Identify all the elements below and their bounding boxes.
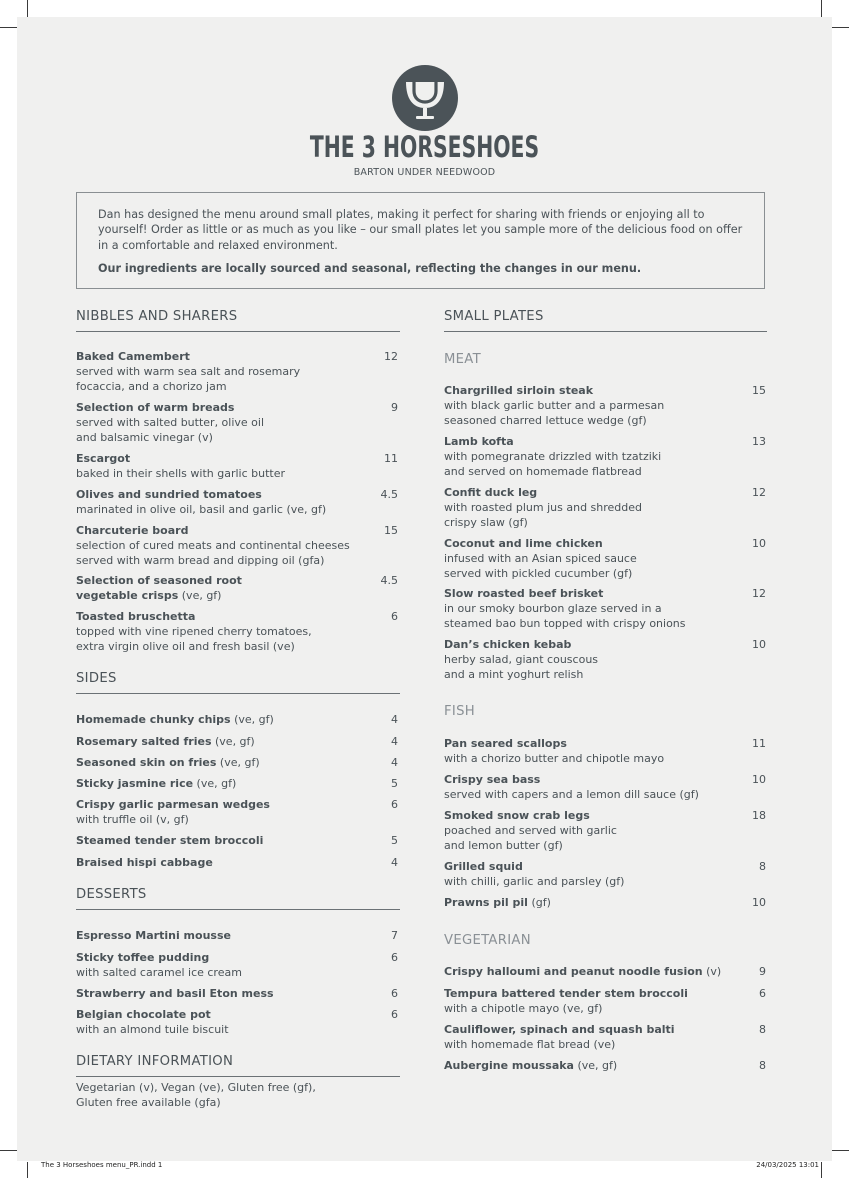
menu-item bbox=[76, 487, 398, 517]
menu-item bbox=[444, 772, 766, 802]
menu-item-name: Charcuterie board bbox=[76, 524, 189, 537]
crop-mark bbox=[0, 1150, 17, 1151]
menu-item-price: 6 bbox=[391, 798, 398, 811]
menu-item bbox=[76, 609, 398, 654]
menu-item-dietary-tag: (ve, gf) bbox=[573, 1059, 618, 1072]
section-rule bbox=[76, 331, 400, 332]
menu-item-price: 8 bbox=[759, 1059, 766, 1072]
horseshoe-goblet-logo-icon bbox=[392, 65, 458, 131]
intro-box bbox=[76, 192, 765, 289]
menu-item-name: Belgian chocolate pot bbox=[76, 1008, 211, 1021]
menu-item-name: Rosemary salted fries bbox=[76, 735, 212, 748]
menu-item-price: 12 bbox=[384, 350, 398, 363]
menu-item-description: with truffle oil (v, gf) bbox=[76, 813, 189, 826]
menu-item-price: 5 bbox=[391, 834, 398, 847]
menu-item-description: served with pickled cucumber (gf) bbox=[444, 567, 633, 580]
menu-item bbox=[76, 776, 398, 791]
menu-item bbox=[76, 1007, 398, 1037]
menu-item bbox=[76, 523, 398, 568]
menu-item-price: 7 bbox=[391, 929, 398, 942]
crop-mark bbox=[821, 1162, 822, 1178]
menu-item-price: 4.5 bbox=[380, 574, 398, 587]
menu-item-dietary-tag: (ve, gf) bbox=[230, 713, 274, 726]
menu-item-price: 4 bbox=[391, 756, 398, 769]
menu-item-description: selection of cured meats and continental cheeses bbox=[76, 539, 350, 552]
menu-item bbox=[76, 950, 398, 980]
menu-item bbox=[444, 637, 766, 682]
menu-item-name: Olives and sundried tomatoes bbox=[76, 488, 262, 501]
menu-item-name: Smoked snow crab legs bbox=[444, 809, 590, 822]
menu-item-description: crispy slaw (gf) bbox=[444, 516, 528, 529]
menu-item-price: 10 bbox=[752, 896, 766, 909]
menu-item-name: Crispy halloumi and peanut noodle fusion bbox=[444, 965, 703, 978]
menu-item-dietary-tag: (ve, gf) bbox=[216, 756, 260, 769]
menu-item-dietary-tag: (ve, gf) bbox=[211, 735, 255, 748]
menu-item-price: 8 bbox=[759, 1023, 766, 1036]
menu-item bbox=[444, 536, 766, 581]
menu-item-description: with pomegranate drizzled with tzatziki bbox=[444, 450, 662, 463]
menu-item-price: 18 bbox=[752, 809, 766, 822]
menu-item-price: 8 bbox=[759, 860, 766, 873]
menu-item-name: Homemade chunky chips bbox=[76, 713, 231, 726]
section-title-sides: SIDES bbox=[76, 671, 117, 686]
intro-text: Dan has designed the menu around small plates, making it perfect for sharing with friends or enjoying all to yourself! Order as little or as much as you like – our small plates let you sample more of the delicious food on offer in a comfortable and relaxed environment. bbox=[98, 208, 743, 252]
brand-name: THE 3 HORSESHOES bbox=[309, 130, 540, 164]
menu-item-description: extra virgin olive oil and fresh basil (ve) bbox=[76, 640, 295, 653]
menu-item-name: Sticky toffee pudding bbox=[76, 951, 210, 964]
menu-item-name: Slow roasted beef brisket bbox=[444, 587, 604, 600]
menu-item-description: steamed bao bun topped with crispy onions bbox=[444, 617, 686, 630]
menu-item bbox=[444, 986, 766, 1016]
menu-item-price: 11 bbox=[752, 737, 766, 750]
menu-item-name: Escargot bbox=[76, 452, 131, 465]
menu-item bbox=[76, 833, 398, 848]
menu-item-name: Pan seared scallops bbox=[444, 737, 567, 750]
menu-item-description: focaccia, and a chorizo jam bbox=[76, 380, 227, 393]
crop-mark bbox=[0, 27, 17, 28]
menu-item-name: Strawberry and basil Eton mess bbox=[76, 987, 274, 1000]
menu-item-description: with a chipotle mayo (ve, gf) bbox=[444, 1002, 603, 1015]
menu-item-description: with salted caramel ice cream bbox=[76, 966, 242, 979]
menu-item-name-cont: vegetable crisps bbox=[76, 589, 179, 602]
menu-item-description: topped with vine ripened cherry tomatoes, bbox=[76, 625, 312, 638]
menu-item-name: Seasoned skin on fries bbox=[76, 756, 217, 769]
menu-item-price: 11 bbox=[384, 452, 398, 465]
menu-item bbox=[76, 734, 398, 749]
menu-item-description: poached and served with garlic bbox=[444, 824, 617, 837]
menu-item-price: 12 bbox=[752, 486, 766, 499]
menu-item-name: Grilled squid bbox=[444, 860, 523, 873]
subsection-title-vegetarian: VEGETARIAN bbox=[444, 933, 531, 948]
menu-item bbox=[444, 964, 766, 979]
menu-item bbox=[76, 986, 398, 1001]
menu-item bbox=[76, 400, 398, 445]
section-title-small-plates: SMALL PLATES bbox=[444, 309, 544, 324]
menu-item-name: Aubergine moussaka bbox=[444, 1059, 574, 1072]
menu-item bbox=[444, 859, 766, 889]
menu-item bbox=[444, 1058, 766, 1073]
menu-item bbox=[76, 573, 398, 603]
menu-item-name: Lamb kofta bbox=[444, 435, 514, 448]
dietary-line: Vegetarian (v), Vegan (ve), Gluten free (gf), bbox=[76, 1081, 316, 1094]
menu-item-name: Prawns pil pil bbox=[444, 896, 528, 909]
menu-item bbox=[444, 808, 766, 853]
menu-item bbox=[444, 1022, 766, 1052]
menu-item-price: 4 bbox=[391, 735, 398, 748]
section-rule bbox=[76, 693, 400, 694]
intro-note: Our ingredients are locally sourced and seasonal, reflecting the changes in our menu. bbox=[98, 262, 642, 276]
menu-item-price: 13 bbox=[752, 435, 766, 448]
menu-item bbox=[76, 855, 398, 870]
menu-item bbox=[444, 895, 766, 910]
menu-item-price: 6 bbox=[759, 987, 766, 1000]
menu-item-price: 15 bbox=[384, 524, 398, 537]
menu-item-price: 4 bbox=[391, 713, 398, 726]
section-title-desserts: DESSERTS bbox=[76, 887, 147, 902]
menu-item-description: infused with an Asian spiced sauce bbox=[444, 552, 637, 565]
menu-item bbox=[76, 755, 398, 770]
menu-item-name: Cauliflower, spinach and squash balti bbox=[444, 1023, 675, 1036]
menu-item bbox=[444, 736, 766, 766]
menu-item-price: 9 bbox=[759, 965, 766, 978]
menu-item-description: served with salted butter, olive oil bbox=[76, 416, 265, 429]
menu-item bbox=[444, 434, 766, 479]
dietary-info bbox=[76, 1080, 400, 1110]
section-rule bbox=[76, 909, 400, 910]
menu-item-price: 6 bbox=[391, 987, 398, 1000]
menu-item-dietary-tag: (ve, gf) bbox=[178, 589, 222, 602]
menu-item-description: and balsamic vinegar (v) bbox=[76, 431, 213, 444]
menu-item-name: Chargrilled sirloin steak bbox=[444, 384, 594, 397]
menu-item bbox=[76, 451, 398, 481]
menu-item-price: 6 bbox=[391, 610, 398, 623]
menu-item-description: served with capers and a lemon dill sauce (gf) bbox=[444, 788, 699, 801]
menu-item-dietary-tag: (gf) bbox=[527, 896, 551, 909]
menu-item-description: served with warm sea salt and rosemary bbox=[76, 365, 301, 378]
menu-item-name: Espresso Martini mousse bbox=[76, 929, 231, 942]
menu-item-price: 6 bbox=[391, 951, 398, 964]
menu-item-description: in our smoky bourbon glaze served in a bbox=[444, 602, 662, 615]
menu-item bbox=[444, 485, 766, 530]
section-rule bbox=[76, 1076, 400, 1077]
menu-item-name: Baked Camembert bbox=[76, 350, 190, 363]
menu-item-description: with chilli, garlic and parsley (gf) bbox=[444, 875, 625, 888]
menu-item-name: Tempura battered tender stem broccoli bbox=[444, 987, 688, 1000]
menu-item-description: herby salad, giant couscous bbox=[444, 653, 599, 666]
menu-item-price: 9 bbox=[391, 401, 398, 414]
menu-item-price: 15 bbox=[752, 384, 766, 397]
menu-item-name: Dan’s chicken kebab bbox=[444, 638, 572, 651]
menu-item-price: 10 bbox=[752, 638, 766, 651]
section-rule bbox=[444, 331, 767, 332]
menu-item-price: 5 bbox=[391, 777, 398, 790]
menu-item-price: 4.5 bbox=[380, 488, 398, 501]
menu-item-description: marinated in olive oil, basil and garlic (ve, gf) bbox=[76, 503, 327, 516]
menu-item-description: and served on homemade flatbread bbox=[444, 465, 642, 478]
menu-item-name: Crispy sea bass bbox=[444, 773, 541, 786]
menu-item-name: Sticky jasmine rice bbox=[76, 777, 194, 790]
menu-item-description: with black garlic butter and a parmesan bbox=[444, 399, 665, 412]
menu-item-name: Crispy garlic parmesan wedges bbox=[76, 798, 270, 811]
menu-item bbox=[444, 586, 766, 631]
menu-item-price: 4 bbox=[391, 856, 398, 869]
menu-item bbox=[76, 797, 398, 827]
menu-item-description: with roasted plum jus and shredded bbox=[444, 501, 643, 514]
menu-item-name: Selection of warm breads bbox=[76, 401, 235, 414]
menu-item-description: with a chorizo butter and chipotle mayo bbox=[444, 752, 665, 765]
menu-item-price: 10 bbox=[752, 773, 766, 786]
menu-item-name: Coconut and lime chicken bbox=[444, 537, 603, 550]
menu-item-description: with homemade flat bread (ve) bbox=[444, 1038, 616, 1051]
menu-item-description: and a mint yoghurt relish bbox=[444, 668, 584, 681]
footer-timestamp: 24/03/2025 13:01 bbox=[756, 1161, 819, 1169]
menu-item-description: baked in their shells with garlic butter bbox=[76, 467, 286, 480]
menu-item-name: Toasted bruschetta bbox=[76, 610, 196, 623]
menu-item-name: Braised hispi cabbage bbox=[76, 856, 213, 869]
dietary-line: Gluten free available (gfa) bbox=[76, 1096, 221, 1109]
crop-mark bbox=[832, 27, 849, 28]
menu-item bbox=[76, 928, 398, 943]
menu-item-name: Steamed tender stem broccoli bbox=[76, 834, 264, 847]
menu-item-price: 12 bbox=[752, 587, 766, 600]
menu-item-name: Confit duck leg bbox=[444, 486, 538, 499]
menu-item-description: served with warm bread and dipping oil (gfa) bbox=[76, 554, 325, 567]
menu-item-price: 10 bbox=[752, 537, 766, 550]
menu-item-description: and lemon butter (gf) bbox=[444, 839, 563, 852]
menu-item bbox=[76, 712, 398, 727]
menu-item bbox=[76, 349, 398, 394]
menu-item-dietary-tag: (ve, gf) bbox=[193, 777, 237, 790]
menu-item-name: Selection of seasoned root bbox=[76, 574, 242, 587]
menu-item-dietary-tag: (v) bbox=[702, 965, 722, 978]
crop-mark bbox=[27, 1162, 28, 1178]
menu-item-price: 6 bbox=[391, 1008, 398, 1021]
menu-item bbox=[444, 383, 766, 428]
menu-item-description: with an almond tuile biscuit bbox=[76, 1023, 229, 1036]
section-title-nibbles: NIBBLES AND SHARERS bbox=[76, 309, 238, 324]
crop-mark bbox=[832, 1150, 849, 1151]
footer-filename: The 3 Horseshoes menu_PR.indd 1 bbox=[41, 1161, 163, 1169]
brand-location: BARTON UNDER NEEDWOOD bbox=[353, 167, 496, 178]
menu-item-description: seasoned charred lettuce wedge (gf) bbox=[444, 414, 647, 427]
section-title-dietary: DIETARY INFORMATION bbox=[76, 1054, 234, 1069]
subsection-title-fish: FISH bbox=[444, 704, 475, 719]
subsection-title-meat: MEAT bbox=[444, 352, 481, 367]
